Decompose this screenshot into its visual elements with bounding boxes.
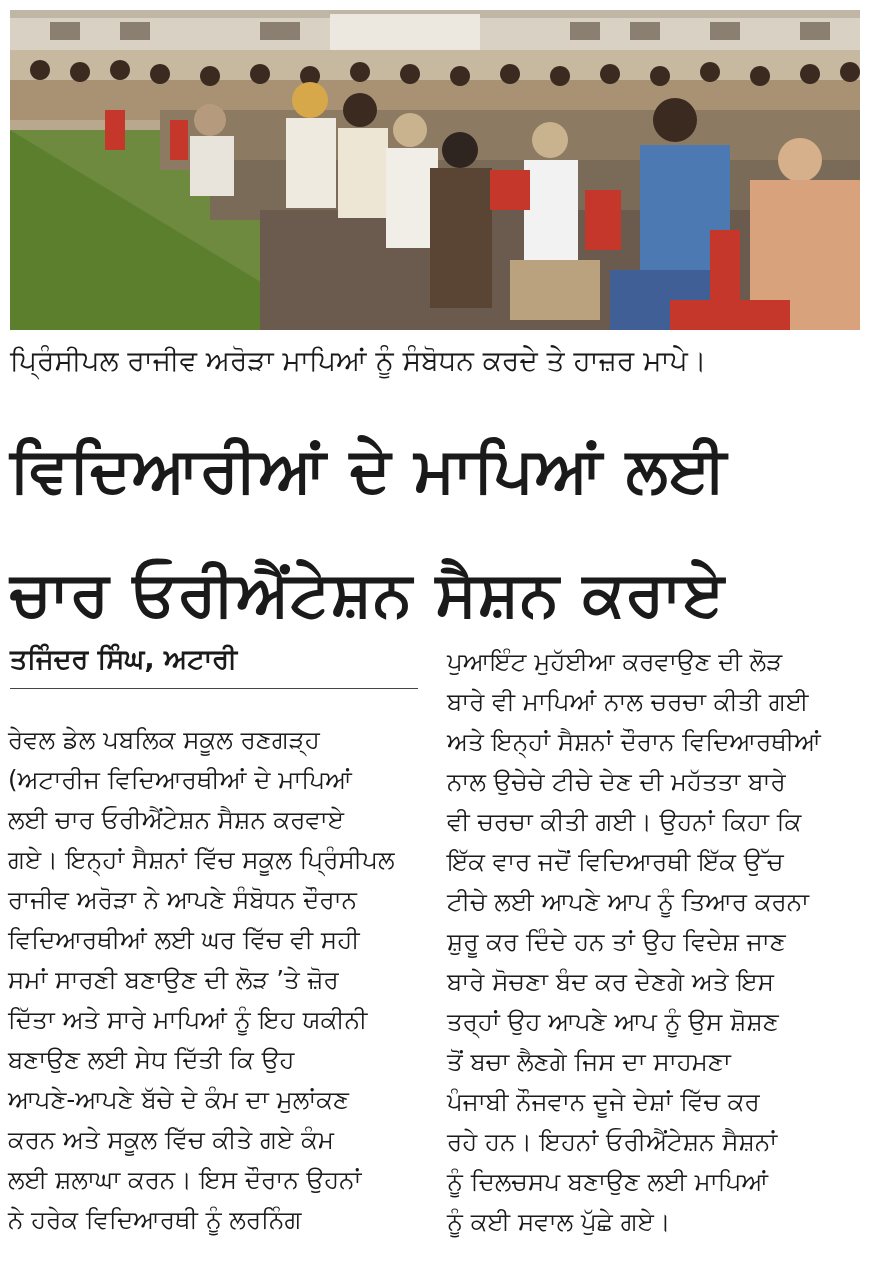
article-line: ਲਈ ਚਾਰ ਓਰੀਐਂਟੇਸ਼ਨ ਸੈਸ਼ਨ ਕਰਵਾਏ: [8, 805, 345, 834]
article-line: ਰਹੇ ਹਨ। ਇਹਨਾਂ ਓਰੀਐਂਟੇਸ਼ਨ ਸੈਸ਼ਨਾਂ: [447, 1127, 778, 1156]
article-line: ਰੇਵਲ ਡੇਲ ਪਬਲਿਕ ਸਕੂਲ ਰਣਗੜ੍ਹ: [8, 725, 320, 754]
audience-photo-icon: [10, 10, 860, 330]
article-line: ਸ਼ੁਰੂ ਕਰ ਦਿੰਦੇ ਹਨ ਤਾਂ ਉਹ ਵਿਦੇਸ਼ ਜਾਣ: [447, 927, 786, 956]
article-line: ਬਾਰੇ ਵੀ ਮਾਪਿਆਂ ਨਾਲ ਚਰਚਾ ਕੀਤੀ ਗਈ: [447, 687, 809, 716]
article-line: ਰਾਜੀਵ ਅਰੋੜਾ ਨੇ ਆਪਣੇ ਸੰਬੋਧਨ ਦੌਰਾਨ: [8, 885, 357, 914]
article-line: ਸਮਾਂ ਸਾਰਣੀ ਬਣਾਉਣ ਦੀ ਲੋੜ ’ਤੇ ਜ਼ੋਰ: [8, 965, 339, 994]
article-line: ਨੂੰ ਦਿਲਚਸਪ ਬਣਾਉਣ ਲਈ ਮਾਪਿਆਂ: [447, 1167, 769, 1196]
article-line: ਲਈ ਸ਼ਲਾਘਾ ਕਰਨ। ਇਸ ਦੌਰਾਨ ਉਹਨਾਂ: [8, 1165, 362, 1194]
article-line: ਅਤੇ ਇਨ੍ਹਾਂ ਸੈਸ਼ਨਾਂ ਦੌਰਾਨ ਵਿਦਿਆਰਥੀਆਂ: [447, 727, 821, 756]
article-line: ਨੂੰ ਕਈ ਸਵਾਲ ਪੁੱਛੇ ਗਏ।: [447, 1207, 671, 1236]
article-line: ਨੇ ਹਰੇਕ ਵਿਦਿਆਰਥੀ ਨੂੰ ਲਰਨਿੰਗ: [8, 1205, 302, 1234]
article-line: ਗਏ। ਇਨ੍ਹਾਂ ਸੈਸ਼ਨਾਂ ਵਿੱਚ ਸਕੂਲ ਪ੍ਰਿੰਸੀਪਲ: [8, 845, 395, 874]
article-line: ਆਪਣੇ-ਆਪਣੇ ਬੱਚੇ ਦੇ ਕੰਮ ਦਾ ਮੁਲਾਂਕਣ: [8, 1085, 349, 1114]
article-line: ਪੁਆਇੰਟ ਮੁਹੱਈਆ ਕਰਵਾਉਣ ਦੀ ਲੋੜ: [447, 647, 783, 676]
article-line: ਬਾਰੇ ਸੋਚਣਾ ਬੰਦ ਕਰ ਦੇਣਗੇ ਅਤੇ ਇਸ: [447, 967, 774, 996]
article-line: ਟੀਚੇ ਲਈ ਆਪਣੇ ਆਪ ਨੂੰ ਤਿਆਰ ਕਰਨਾ: [447, 887, 810, 916]
headline-line-1: ਵਿਦਿਆਰੀਆਂ ਦੇ ਮਾਪਿਆਂ ਲਈ: [10, 433, 728, 506]
byline-divider: [10, 688, 418, 689]
article-line: ਦਿੱਤਾ ਅਤੇ ਸਾਰੇ ਮਾਪਿਆਂ ਨੂੰ ਇਹ ਯਕੀਨੀ: [8, 1005, 368, 1034]
headline: [10, 408, 880, 656]
article-line: ਪੰਜਾਬੀ ਨੌਜਵਾਨ ਦੂਜੇ ਦੇਸ਼ਾਂ ਵਿੱਚ ਕਰ: [447, 1087, 760, 1116]
article-line: ਕਰਨ ਅਤੇ ਸਕੂਲ ਵਿੱਚ ਕੀਤੇ ਗਏ ਕੰਮ: [8, 1125, 334, 1154]
article-line: ਇੱਕ ਵਾਰ ਜਦੋਂ ਵਿਦਿਆਰਥੀ ਇੱਕ ਉੱਚ: [447, 847, 784, 876]
article-column-right: [447, 642, 867, 1242]
article-line: ਵਿਦਿਆਰਥੀਆਂ ਲਈ ਘਰ ਵਿੱਚ ਵੀ ਸਹੀ: [8, 925, 360, 954]
article-line: ਤੋਂ ਬਚਾ ਲੈਣਗੇ ਜਿਸ ਦਾ ਸਾਹਮਣਾ: [447, 1047, 731, 1076]
article-line: ਤਰ੍ਹਾਂ ਉਹ ਆਪਣੇ ਆਪ ਨੂੰ ਉਸ ਸ਼ੋਸ਼ਣ: [447, 1007, 779, 1036]
article-line: (ਅਟਾਰੀਜ ਵਿਦਿਆਰਥੀਆਂ ਦੇ ਮਾਪਿਆਂ: [8, 765, 352, 794]
article-column-left: [8, 720, 428, 1240]
article-line: ਵੀ ਚਰਚਾ ਕੀਤੀ ਗਈ। ਉਹਨਾਂ ਕਿਹਾ ਕਿ: [447, 807, 802, 836]
byline: ਤਜਿੰਦਰ ਸਿੰਘ, ਅਟਾਰੀ: [10, 644, 238, 675]
audience-photo: [10, 10, 860, 330]
article-line: ਨਾਲ ਉਚੇਚੇ ਟੀਚੇ ਦੇਣ ਦੀ ਮਹੱਤਤਾ ਬਾਰੇ: [447, 767, 786, 796]
headline-line-2: ਚਾਰ ਓਰੀਐਂਟੇਸ਼ਨ ਸੈਸ਼ਨ ਕਰਾਏ: [10, 557, 726, 630]
article-line: ਬਣਾਉਣ ਲਈ ਸੇਧ ਦਿੱਤੀ ਕਿ ਉਹ: [8, 1045, 295, 1074]
photo-caption: ਪ੍ਰਿੰਸੀਪਲ ਰਾਜੀਵ ਅਰੋੜਾ ਮਾਪਿਆਂ ਨੂੰ ਸੰਬੋਧਨ ਕਰਦੇ ਤੇ ਹਾਜ਼ਰ ਮਾਪੇ।: [10, 344, 707, 377]
